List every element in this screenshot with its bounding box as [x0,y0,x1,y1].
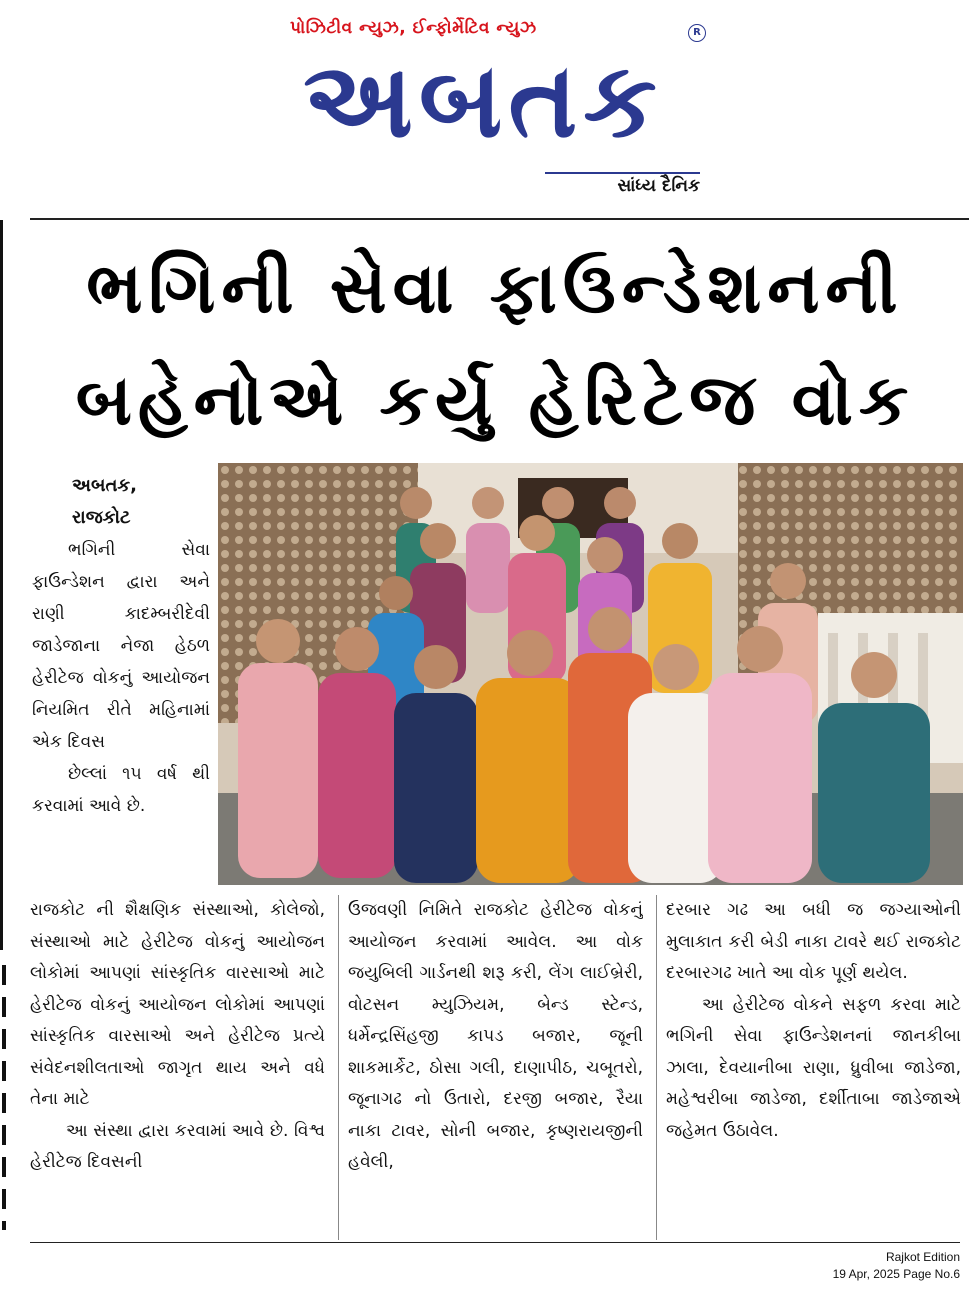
footer-date-page: 19 Apr, 2025 Page No.6 [832,1267,960,1281]
dateline-city: રાજકોટ [72,507,131,528]
left-margin-dashes [2,965,6,1230]
group-photo-illustration [218,463,963,885]
masthead [0,0,969,215]
page-footer [833,1249,960,1283]
body-column-3 [666,895,961,1240]
column-divider-1 [338,895,339,1240]
column-3-paragraph-2: આ હેરીટેજ વોકને સફળ કરવા માટે ભગિની સેવા ફાઉન્ડેશનનાં જાનકીબા ઝાલા, દેવયાનીબા રાણા, ધ્રુવીબા જાડેજા, મહેશ્વરીબા જાડેજા, દર્શીતાબા જાડેજાએ જહેમત ઉઠાવેલ. [666,994,961,1141]
article-body-columns [30,895,960,1240]
column-1-paragraph-2: આ સંસ્થા દ્વારા કરવામાં આવે છે. વિશ્વ હેરીટેજ દિવસની [30,1120,325,1172]
article-headline [30,232,960,456]
column-1-paragraph-1: રાજકોટ ની શૈક્ષણિક સંસ્થાઓ, કોલેજો, સંસ્થાઓ માટે હેરીટેજ વોકનું આયોજન લોકોમાં આપણાં સાંસ્કૃતિક વારસાઓ માટે હેરીટેજ વોકનું આયોજન લોકોમાં આપણાં સાંસ્કૃતિક વારસાઓ અને હેરીટેજ પ્રત્યે સંવેદનશીલતાઓ જાગૃત થાય અને વધે તેના માટે [30,900,325,1109]
left-margin-rule [0,220,3,950]
headline-line-1: ભગિની સેવા ફાઉન્ડેશનની [86,247,904,329]
intro-paragraph-1: ભગિની સેવા ફાઉન્ડેશન દ્વારા અને રાણી કાદમ્બરીદેવી જાડેજાના નેજા હેઠળ હેરીટેજ વોકનું આયોજન નિયમિત રીતે મહિનામાં એક દિવસ [32,540,210,752]
footer-divider [30,1242,960,1243]
column-2-paragraph-1: ઉજવણી નિમિતે રાજકોટ હેરીટેજ વોકનું આયોજન કરવામાં આવેલ. આ વોક જયુબિલી ગાર્ડનથી શરૂ કરી, લેંગ લાઈબ્રેરી, વોટસન મ્યુઝિયમ, બેન્ડ સ્ટેન્ડ, ધર્મેન્દ્રસિંહજી કાપડ બજાર, જૂની શાકમાર્કેટ, ઠોસા ગલી, દાણાપીઠ, ચબૂતરો, જૂનાગઢ નો ઉતારો, દરજી બજાર, રૈયા નાકા ટાવર, સોની બજાર, કૃષ્ણરાયજીની હવેલી, [348,900,643,1172]
header-divider [30,218,969,220]
column-3-paragraph-1: દરબાર ગઢ આ બધી જ જગ્યાઓની મુલાકાત કરી બેડી નાકા ટાવરે થઈ રાજકોટ દરબારગઢ ખાતે આ વોક પૂર્ણ થયેલ. [666,900,961,983]
footer-edition: Rajkot Edition [885,1250,960,1264]
newspaper-logo: અબતક [303,39,663,161]
dateline-source: અબતક, [72,475,137,496]
headline-line-2: બહેનોએ કર્યુ હેરિટેજ વોક [75,359,915,441]
article-intro-column [32,470,210,822]
body-column-1 [30,895,325,1240]
masthead-subtitle: સાંધ્ય દૈનિક [545,172,700,196]
group-photo [218,463,963,885]
column-divider-2 [656,895,657,1240]
registered-trademark-icon: R [688,24,706,42]
masthead-tagline: પોઝિટીવ ન્યુઝ, ઈન્ફોર્મેટિવ ન્યુઝ [290,18,537,38]
body-column-2 [348,895,643,1240]
intro-paragraph-2: છેલ્લાં ૧૫ વર્ષ થી કરવામાં આવે છે. [32,764,210,816]
